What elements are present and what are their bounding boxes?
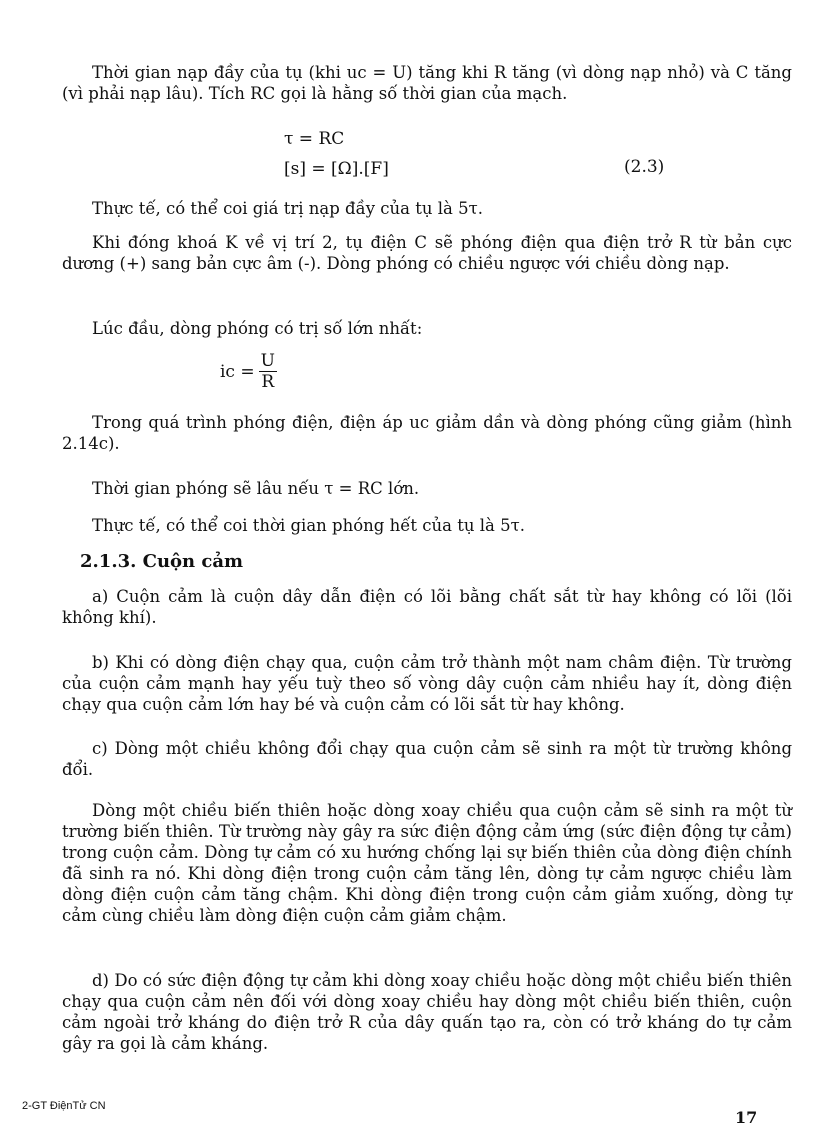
paragraph-discharge: Khi đóng khoá K về vị trí 2, tụ điện C sẽ phóng điện qua điện trở R từ bản cực dương (+) sang bản cực âm (-). Dòng phóng có chiều ngược với chiều dòng nạp. bbox=[62, 233, 792, 273]
paragraph-discharge-full: Thực tế, có thể coi thời gian phóng hết của tụ là 5τ. bbox=[92, 516, 525, 535]
paragraph-discharge-time: Thời gian phóng sẽ lâu nếu τ = RC lớn. bbox=[92, 479, 420, 498]
equation-ic-denominator: R bbox=[261, 372, 275, 392]
paragraph-inductor-d: d) Do có sức điện động tự cảm khi dòng xoay chiều hoặc dòng một chiều biến thiên chạy qua cuộn cảm nên đối với dòng xoay chiều hay dòng một chiều biến thiên, cuộn cảm ngoài trở kháng do điện trở R của dây quấn tạo ra, còn có trở kháng do tự cảm gây ra gọi là cảm kháng. bbox=[62, 971, 792, 1053]
equation-ic-numerator: U bbox=[260, 351, 275, 371]
paragraph-charge-full: Thực tế, có thể coi giá trị nạp đầy của tụ là 5τ. bbox=[92, 199, 483, 218]
paragraph-inductor-b: b) Khi có dòng điện chạy qua, cuộn cảm trở thành một nam châm điện. Từ trường của cuộn cảm mạnh hay yếu tuỳ theo số vòng dây cuộn cảm nhiều hay ít, dòng điện chạy qua cuộn cảm lớn hay bé và cuộn cảm có lõi sắt từ hay không. bbox=[62, 653, 792, 714]
footer-label: 2-GT ĐiệnTử CN bbox=[22, 1100, 106, 1112]
equation-ic-lhs: ic = bbox=[220, 362, 255, 382]
equation-number: (2.3) bbox=[624, 157, 665, 177]
page-number: 17 bbox=[735, 1108, 758, 1127]
equation-units: [s] = [Ω].[F] bbox=[284, 159, 389, 179]
paragraph-inductor-c: c) Dòng một chiều không đổi chạy qua cuộn cảm sẽ sinh ra một từ trường không đổi. bbox=[62, 739, 792, 779]
paragraph-inductor-a: a) Cuộn cảm là cuộn dây dẫn điện có lõi bằng chất sắt từ hay không có lõi (lõi không khí). bbox=[62, 587, 792, 627]
paragraph-initial-current: Lúc đầu, dòng phóng có trị số lớn nhất: bbox=[92, 319, 423, 338]
equation-tau: τ = RC bbox=[284, 129, 345, 149]
section-heading: 2.1.3. Cuộn cảm bbox=[80, 551, 244, 572]
paragraph-inductor-self: Dòng một chiều biến thiên hoặc dòng xoay chiều qua cuộn cảm sẽ sinh ra một từ trường biến thiên. Từ trường này gây ra sức điện động cảm ứng (sức điện động tự cảm) trong cuộn cảm. Dòng tự cảm có xu hướng chống lại sự biến thiên của dòng điện chính đã sinh ra nó. Khi dòng điện trong cuộn cảm tăng lên, dòng tự cảm ngược chiều làm dòng điện cuộn cảm tăng chậm. Khi dòng điện trong cuộn cảm giảm xuống, dòng tự cảm cùng chiều làm dòng điện cuộn cảm giảm chậm. bbox=[62, 801, 792, 925]
paragraph-discharge-process: Trong quá trình phóng điện, điện áp uc giảm dần và dòng phóng cũng giảm (hình 2.14c). bbox=[62, 413, 792, 453]
equation-ic bbox=[220, 352, 277, 392]
paragraph-charge-time: Thời gian nạp đầy của tụ (khi uc = U) tăng khi R tăng (vì dòng nạp nhỏ) và C tăng (vì phải nạp lâu). Tích RC gọi là hằng số thời gian của mạch. bbox=[62, 63, 792, 103]
